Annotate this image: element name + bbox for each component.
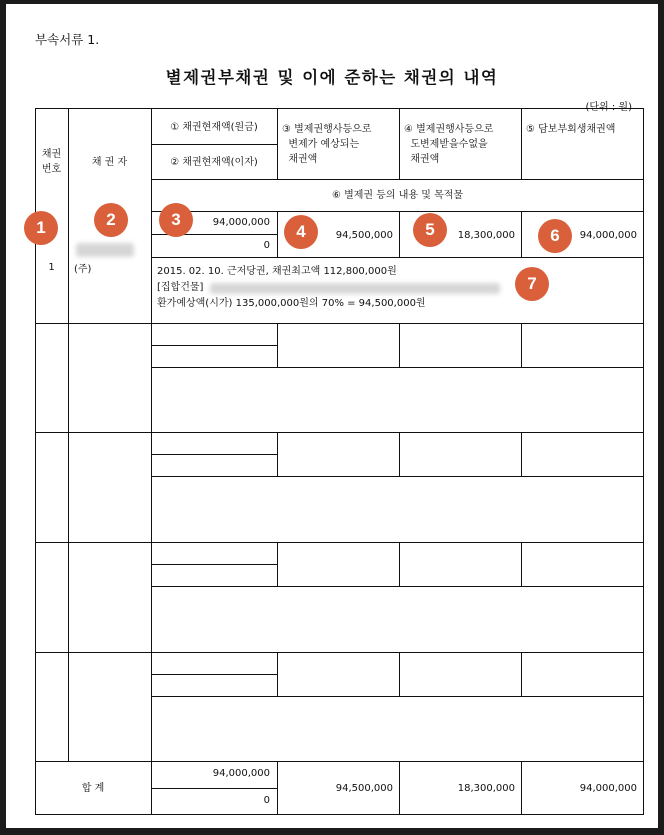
header-expected-repayment: ③ 별제권행사등으로 변제가 예상되는 채권액 (282, 124, 372, 165)
header-principal: ① 채권현재액(원금) (170, 122, 258, 133)
row1-address-redacted (210, 283, 500, 294)
total-unpaid: 18,300,000 (457, 783, 515, 794)
row1-content-line2: [집합건물] (157, 282, 204, 293)
total-rehab: 94,000,000 (579, 783, 637, 794)
header-unrecoverable: ④ 별제권행사등으로 도변제받을수없을 채권액 (404, 124, 494, 165)
header-secured-rehab: ⑤ 담보부회생채권액 (526, 124, 616, 135)
row1-number: 1 (48, 262, 55, 273)
total-expected: 94,500,000 (335, 783, 393, 794)
header-interest: ② 채권현재액(이자) (170, 157, 258, 168)
row1-content-line3: 환가예상액(시가) 135,000,000원의 70% = 94,500,000원 (157, 298, 426, 309)
annotation-marker-3: 3 (159, 203, 193, 237)
annotation-marker-6: 6 (538, 219, 572, 253)
annotation-marker-4: 4 (284, 215, 318, 249)
annotation-marker-1: 1 (24, 211, 58, 245)
total-principal: 94,000,000 (212, 768, 270, 779)
total-interest: 0 (263, 795, 270, 806)
unit-label (585, 98, 632, 113)
annotation-marker-7: 7 (515, 267, 549, 301)
row1-principal: 94,000,000 (212, 217, 270, 228)
row1-creditor: (주) (74, 264, 92, 275)
annotation-marker-2: 2 (94, 203, 128, 237)
document-title: 별제권부채권 및 이에 준하는 채권의 내역 (165, 68, 499, 87)
row1-interest: 0 (263, 240, 270, 251)
header-content: ⑥ 별제권 등의 내용 및 목적물 (331, 190, 464, 201)
row1-expected: 94,500,000 (335, 230, 393, 241)
total-label: 합 계 (81, 783, 105, 794)
document-page (6, 4, 658, 828)
header-creditor: 채 권 자 (91, 157, 128, 168)
annotation-marker-5: 5 (413, 213, 447, 247)
row1-content-line1: 2015. 02. 10. 근저당권, 채권최고액 112,800,000원 (157, 266, 397, 277)
row1-rehab: 94,000,000 (579, 230, 637, 241)
header-claim-number: 채권 번호 (41, 149, 62, 175)
attachment-label: 부속서류 1. (35, 32, 100, 47)
row1-creditor-name-redacted (76, 243, 134, 257)
row1-unpaid: 18,300,000 (457, 230, 515, 241)
